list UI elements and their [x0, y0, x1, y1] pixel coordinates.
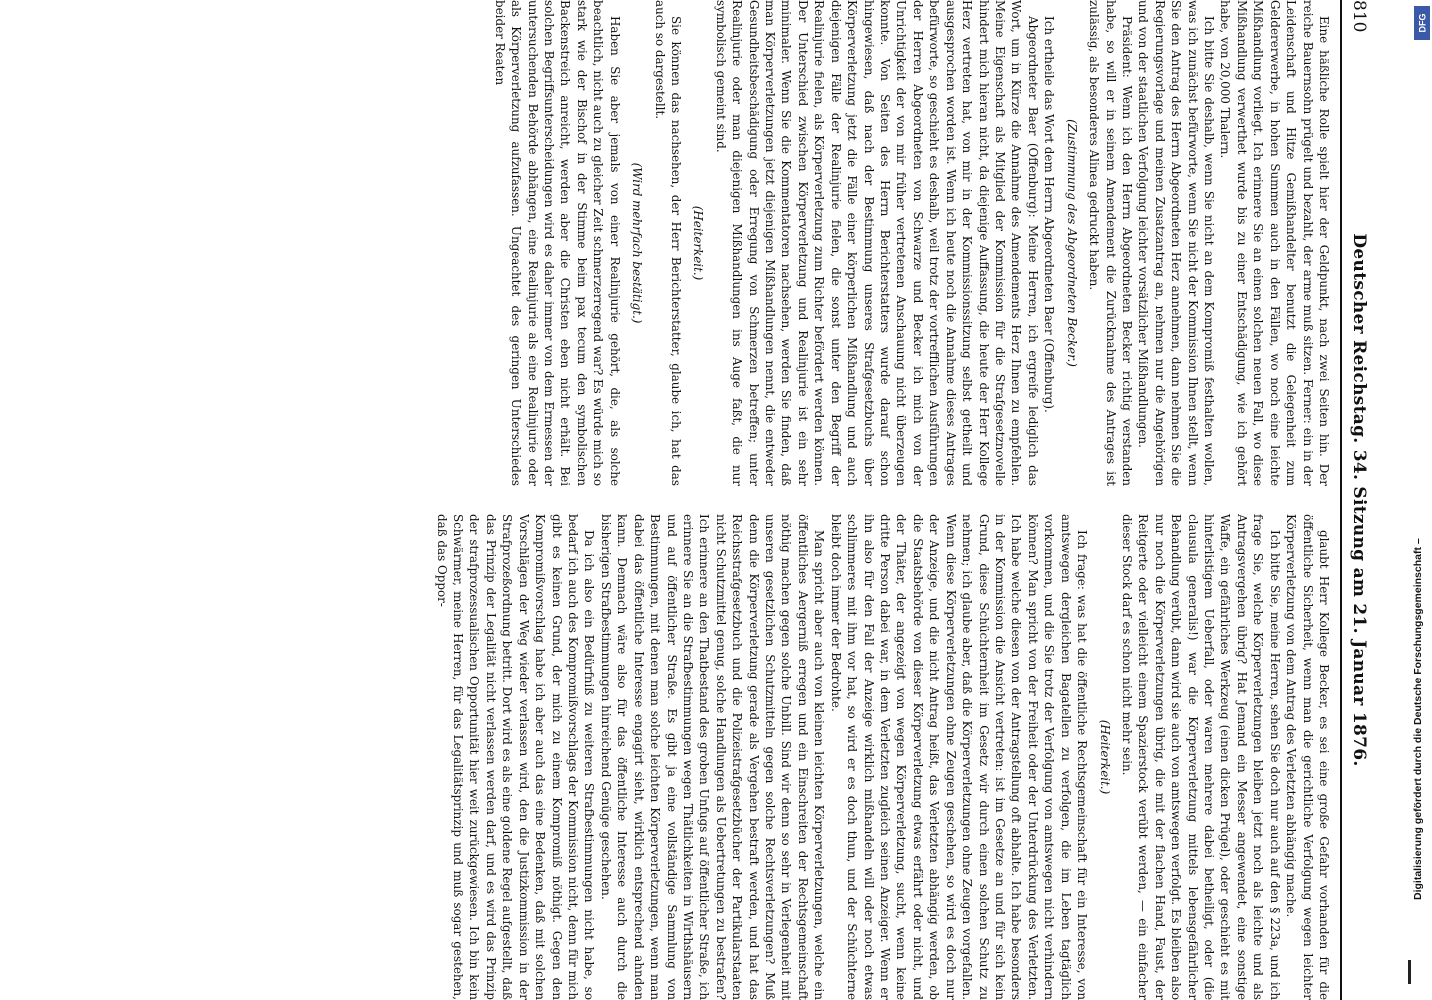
scan-artifact [1408, 960, 1411, 984]
paragraph: Haben Sie aber jemals von einer Realinjurie gehört, die, als solche beachtlich, nicht auch zu gleicher Zeit schmerzerregend war? Es würde mich so stark wie der Bischof in der Stimme beim pax tecum den symbolischen Backenstreich anreicht, werden aber die Christen eben nicht erhält. Bei solchen Begriffsunterscheidungen wird es daher immer von dem Ermessen der untersuchenden Behörde abhängen, eine Realinjurie als eine Realinjurie oder als Körperverletzung aufzufassen. Ungeachtet des geringen Unterschiedes beider Reaten [492, 0, 622, 486]
running-head [1346, 0, 1372, 1000]
paragraph: Ich bitte Sie deshalb, wenn Sie nicht an dem Kompromiß festhalten wollen, was ich zunächst befürworte, wenn Sie nicht der Kommission Ihnen stellt, wenn Sie den Antrag des Herrn Abgeordneten Herz annehmen, dann nehmen Sie die Regierungsvorlage und meinen Zusatzantrag an, nehmen nur die Angehörigen und von der staatlichen Verfolgung leichter vorsätzlicher Mißhandlungen. [1136, 0, 1217, 486]
interjection: (Heiterkeit.) [1097, 719, 1112, 795]
paragraph: Sie können das nachsehen, der Herr Berichterstatter, glaube ich, hat das auch so dargestellt. [652, 0, 683, 486]
dfg-label: DFG [1417, 13, 1427, 33]
header-rule [1340, 0, 1342, 1000]
interjection: (Wird mehrfach bestätigt.) [630, 162, 645, 324]
paragraph: Eine häßliche Rolle spielt hier der Geldpunkt, nach zwei Seiten hin. Der reiche Bauernsohn prügelt und bezahlt, der arme muß sitzen. Ferner: ein in der Leidenschaft und Hitze Gemißhandelter benutzt die Gelegenheit zum Geldererwerbe, in hohen Summen auch in den Fällen, wo noch eine leichte Mißhandlung vorliegt. Ich erinnere Sie an einen solchen neuen Fall, wo diese Mißhandlung verwerthet wurde bis zu einer Entschädigung, wie ich gehört habe, von 20,000 Thalern. [1218, 0, 1331, 486]
page-number: 810 [1349, 0, 1369, 33]
dfg-logo [1414, 6, 1430, 40]
paragraph: Ich ertheile das Wort dem Herrn Abgeordneten Baer (Offenburg). [1042, 16, 1057, 413]
paragraph: Da ich also ein Bedürfniß zu weiteren Strafbestimmungen nicht habe, so bedarf ich auch des Kompromißvorschlags der Kommission nicht, denn für mich gibt es keinen Grund, der mich zu einem Kompromiß nöthigt. Gegen den Kompromißvorschlag habe ich aber auch das eine Bedenken, daß mit solchen Vorschlägen der Weg wieder verlassen wird, den die Justizkommission in der Strafprozeßordnung betritt. Dort wird es als eine goldene Regel aufgestellt, daß das Prinzip der Legalität nicht verlassen werden darf, und es wird das Prinzip der strafprozessualischen Opportunität hier weit zurückgewiesen. Ich bin kein Schwärmer, meine Herren, für das Legalitätsprinzip und muß sogar gestehen, daß das Oppor- [434, 514, 597, 1000]
interjection: (Heiterkeit.) [691, 205, 706, 281]
page-title: Deutscher Reichstag. 34. Sitzung am 21. Januar 1876. [1349, 233, 1369, 767]
left-column [4, 0, 1332, 486]
paragraph: Präsident: Wenn ich den Herrn Abgeordneten Becker richtig verstanden habe, so will er in seinem Amendement die Zurücknahme des Antrages ist zulässig, als besonderes Alinea gedruckt haben. [1087, 0, 1134, 486]
paragraph: Ich frage: was hat die öffentliche Rechtsgemeinschaft für ein Interesse, von amtswegen dergleichen Bagatellen zu verfolgen, die im Leben tagtäglich vorkommen, und die Sie trotz der Verfolgung von amtswegen nicht verhindern können? Man spricht von der Freiheit oder der Unterdrückung des Verletzten. Ich habe welche diesen von der Antragstellung oft abhalte. Ich habe besonders in der Kommission die Ansicht vertreten: ist im Gesetze an und für sich kein Grund, diese Schüchternheit im Gesetz wir durch einen solchen Schutz zu nehmen; ich glaube aber, daß die Körperverletzungen ohne Zeugen vorgefallen. Wenn diese Körperverletzungen ohne Zeugen geschehen, so wird es doch nur der Anzeige, und die nicht Antrag heißt, das Verletzten abhängig werden, ob die Staatsbehörde von dieser Körperverletzung etwas erfährt oder nicht, und der Thäter, der angezeigt von wegen Körperverletzung, sucht, wenn keine dritte Person dabei war, in dem Verletzten zugleich seinen Anzeiger. Wenn er ihn also für den Fall der Anzeige wirklich mißhandeln will oder noch etwas schlimmeres mit ihm vor hat, so wird er es doch thun, und der Schüchterne bleibt doch immer der Bedrohte. [828, 514, 1090, 1000]
paragraph: Abgeordneter Baer (Offenburg): Meine Herren, ich ergreife lediglich das Wort, um in Kürze die Annahme des Amendements Herz Ihnen zu empfehlen. Meine Eigenschaft als Mitglied der Kommission für die Strafgesetznovelle hindert mich hieran nicht, da diejenige Auffassung, die heute der Herr Kollege Herz vertreten hat, von mir in der Kommissionssitzung selbst getheilt und ausgesprochen worden ist. Wenn ich heute noch die Annahme dieses Antrages befürworte, so geschieht es deshalb, weil trotz der vortrefflichen Ausführungen der Herren Abgeordneten von Schwarze und Becker ich mich von der Unrichtigkeit der von mir früher vertretenen Anschauung nicht überzeugen konnte. Von Seiten des Herrn Berichterstatters wurde darauf schon hingewiesen, daß nach der Bestimmung unseres Strafgesetzbuchs über Körperverletzung jetzt die Fälle einer körperlichen Mißhandlung und auch diejenigen Fälle der Realinjurie fielen, die sonst unter den Begriff der Realinjurie fielen, als Körperverletzung zum Richter befördert werden können. Der Unterschied zwischen Körperverletzung und Realinjurie ist ein sehr minimaler. Wenn Sie die Kommentatoren nachsehen, werden Sie finden, daß man Körperverletzungen jetzt diejenigen Mißhandlungen nennt, die entweder Gesundheitsbeschädigung oder Erregung von Schmerzen betreffen; unter Realinjurie oder man diejenigen Mißhandlungen ins Auge faßt, die nur symbolisch gemeint sind. [713, 0, 1040, 486]
interjection: (Zustimmung des Abgeordneten Becker.) [1064, 119, 1079, 367]
credit-text: Digitalisierung gefördert durch die Deutsche Forschungsgemeinschaft – [1412, 538, 1424, 900]
paragraph: Man spricht aber auch von kleinen leichten Körperverletzungen, welche ein öffentliches Aergerniß erregen und ein Einschreiten der Rechtsgemeinschaft nöthig machen gegen solche Unbill. Sind wir denn so sehr in Verlegenheit mit unseren gesetzlichen Schutzmitteln gegen solche Rechtsverletzungen? Muß denn die Körperverletzung gerade als Vergehen bestraft werden, und hat das Reichsstrafgesetzbuch und die Polizeistrafgesetzbücher der Partikularstaaten nicht Schutzmittel genug, solche Handlungen als Uebertretungen zu bestrafen? Ich erinnere an den Thatbestand des groben Unfugs auf öffentlicher Straße, ich erinnere Sie an die Strafbestimmungen wegen Thätlichkeiten in Wirthshäusern und auf öffentlicher Straße. Es gibt ja eine vollständige Sammlung von Bestimmungen, mit denen man solche leichten Körperverletzungen, wenn man dabei das öffentliche Interesse engagirt sieht, wirklich entsprechend ahnden kann. Demnach wäre also für das öffentliche Interesse auch durch die bisherigen Strafbestimmungen hinreichend Genüge geschehen. [598, 514, 827, 1000]
paragraph: Ich bitte Sie, meine Herren, sehen Sie doch nur auch auf den § 223a, und ich frage Sie, welche Körperverletzungen bleiben jetzt noch als leichte und als Antragsvergehen übrig? Hat Jemand ein Messer angewendet, eine sonstige Waffe, ein gefährliches Werkzeug (einen dicken Prügel), oder geschieht es mit hinterlistigem Ueberfall, oder waren mehrere dabei betheiligt, oder (die clausula generalis!) war die Körperverletzung mittels lebensgefährlicher Behandlung verübt, dann wird sie auch von amtswegen verfolgt. Es bleiben also nur noch die Körperverletzungen übrig, die mit der flachen Hand, Faust, der Reitgerte oder vielleicht einem Spazierstock verübt werden, — ein einfacher dieser Stock darf es schon nicht mehr sein. [1119, 514, 1282, 1000]
paragraph: glaubt Herr Kollege Becker, es sei eine große Gefahr vorhanden für die öffentliche Sicherheit, wenn man die gerichtliche Verfolgung wegen leichter Körperverletzung von dem Antrag des Verletzten abhängig mache. [1284, 514, 1331, 1000]
right-column [4, 514, 1332, 1000]
digitization-credit [1380, 0, 1432, 1000]
